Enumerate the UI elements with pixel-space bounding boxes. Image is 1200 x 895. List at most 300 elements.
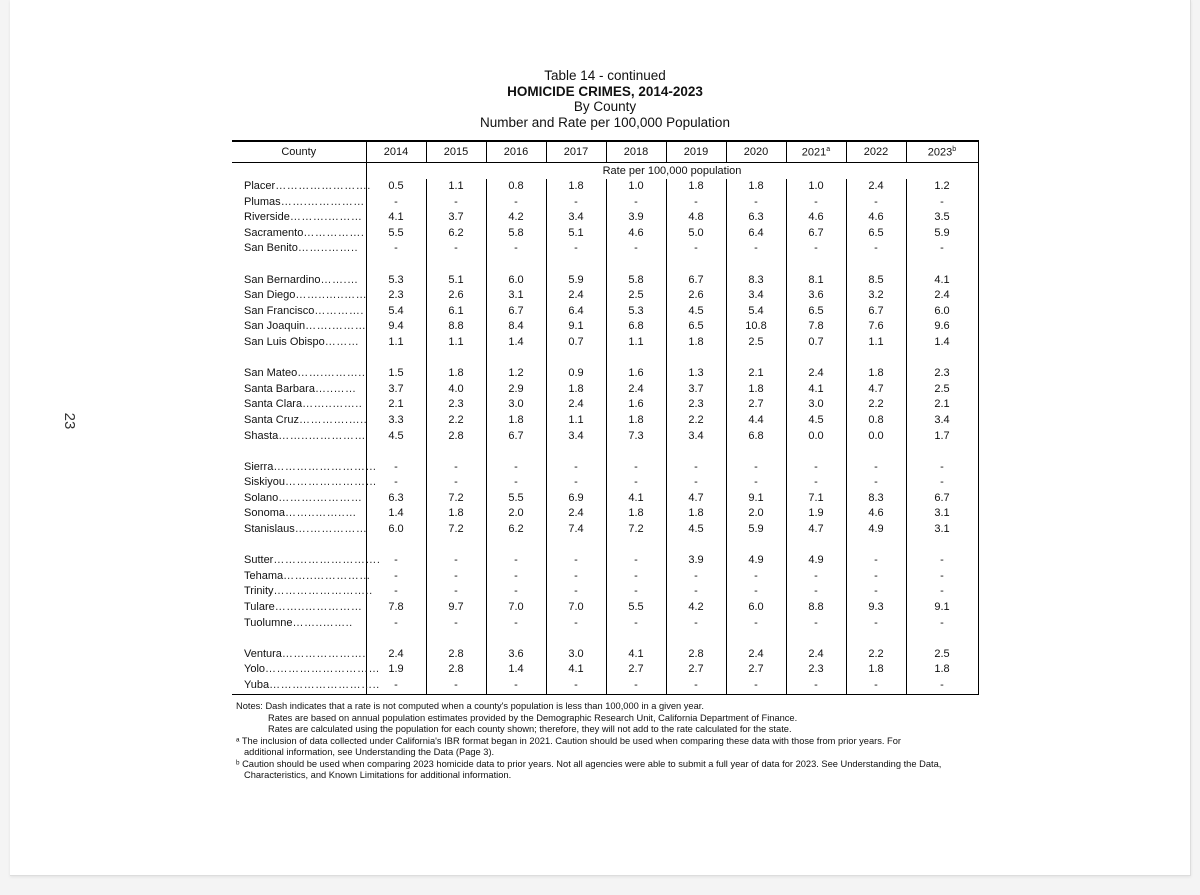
rate-cell: - [906,553,978,569]
rate-cell: 6.0 [486,273,546,289]
rate-cell: 6.7 [786,226,846,242]
rate-cell: 1.8 [426,506,486,522]
rate-cell: 5.4 [366,304,426,320]
county-name-cell [232,475,377,491]
county-name: Sonoma [244,507,285,520]
rate-cell: 7.2 [426,491,486,507]
county-name-cell [232,382,366,398]
rate-cell: 2.4 [906,288,978,304]
rate-cell: 1.8 [726,179,786,195]
spacer-cell [726,444,786,460]
rate-cell: 2.7 [606,662,666,678]
note-population-source: Rates are based on annual population estimates provided by the Demographic Research Unit, California Department of Finance. [268,712,798,723]
rate-cell: 8.5 [846,273,906,289]
rate-cell: 3.1 [906,522,978,538]
rate-cell: 2.3 [366,288,426,304]
spacer-cell [786,351,846,367]
rate-cell: 1.3 [666,366,726,382]
rate-cell: 3.6 [786,288,846,304]
county-name: Sierra [244,460,274,473]
year-label: 2015 [443,146,469,158]
rate-row-blank [232,163,366,180]
rate-cell: - [726,616,786,632]
rate-cell: - [486,475,546,491]
county-name-cell [232,491,366,507]
table-row [232,460,978,476]
rate-cell: 2.3 [906,366,978,382]
spacer-cell [906,631,978,647]
table-row [232,522,978,538]
spacer-cell [846,631,906,647]
rate-cell: 8.3 [846,491,906,507]
rate-cell: - [486,584,546,600]
spacer-cell [546,631,606,647]
county-name: Santa Barbara [244,382,315,395]
rate-cell: - [366,241,426,257]
county-name: Sutter [244,554,274,567]
county-name-cell [232,429,366,445]
rate-cell: 1.8 [426,366,486,382]
rate-cell: 2.8 [666,647,726,663]
rate-cell: 5.5 [366,226,426,242]
rate-cell: 4.2 [486,210,546,226]
year-label: 2018 [623,146,649,158]
year-header-2016 [486,141,546,163]
rate-cell: 2.8 [426,647,486,663]
table-title: HOMICIDE CRIMES, 2014-2023 [507,83,703,99]
county-column-header: County [232,141,366,163]
table-row [232,179,978,195]
rate-cell: - [486,241,546,257]
rate-cell: 1.7 [906,429,978,445]
county-name-cell [232,195,366,211]
county-name: San Francisco [244,304,315,317]
rate-cell: 4.5 [366,429,426,445]
spacer-cell [426,444,486,460]
rate-cell: 4.7 [666,491,726,507]
leader-dots: ……….……… [289,211,363,224]
rate-cell: 4.1 [786,382,846,398]
rate-cell: - [606,553,666,569]
leader-dots: ……….………… [278,491,363,504]
county-name-cell [232,600,366,616]
rate-cell: 7.1 [786,491,846,507]
rate-cell: 1.0 [606,179,666,195]
rate-cell: 6.1 [426,304,486,320]
rate-cell: - [666,569,726,585]
year-label: 2017 [563,146,589,158]
rate-cell: 1.8 [606,413,666,429]
footnote-b: ᵇ Caution should be used when comparing 2023 homicide data to prior years. Not all agencies were able to submit a full year of data for 2023. See Understanding the Data, [236,758,942,769]
rate-cell: 2.0 [486,506,546,522]
notes-section [236,701,996,782]
table-row [232,678,978,694]
year-header-2015 [426,141,486,163]
footnote-b-cont: Characteristics, and Known Limitations for additional information. [244,770,512,780]
rate-cell: 2.7 [726,397,786,413]
spacer-cell [906,351,978,367]
county-name-cell [232,226,366,242]
rate-cell: 2.2 [846,397,906,413]
county-name-cell [232,241,366,257]
table-row [232,210,978,226]
county-name: Plumas [244,195,281,208]
rate-cell: 8.8 [426,319,486,335]
county-name-cell [232,319,366,335]
rate-cell: - [726,460,786,476]
rate-cell: 9.3 [846,600,906,616]
rate-cell: 9.1 [906,600,978,616]
page-number: 23 [61,412,78,430]
rate-cell: 4.1 [906,273,978,289]
rate-cell: - [366,475,426,491]
leader-dots: …………………… [284,476,377,489]
rate-cell: 9.1 [546,319,606,335]
leader-dots: ……………………. [275,180,371,192]
rate-cell: 8.8 [786,600,846,616]
rate-cell: 2.1 [906,397,978,413]
rate-cell: 2.1 [726,366,786,382]
rate-cell: 1.8 [846,662,906,678]
leader-dots: ………………………. [273,554,381,567]
rate-cell: 6.7 [486,304,546,320]
rate-cell: 1.0 [786,179,846,195]
rate-cell: 2.4 [366,647,426,663]
rate-cell: 8.1 [786,273,846,289]
rate-cell: - [546,584,606,600]
rate-cell: 5.9 [546,273,606,289]
rate-cell: - [906,678,978,694]
rate-cell: 7.8 [786,319,846,335]
rate-cell: 4.9 [786,553,846,569]
spacer-cell [666,538,726,554]
rate-cell: 5.8 [606,273,666,289]
rate-cell: 7.6 [846,319,906,335]
rate-cell: - [726,678,786,694]
rate-cell: - [486,569,546,585]
rate-cell: 0.0 [786,429,846,445]
spacer-cell [366,631,426,647]
homicide-rate-table [232,140,979,695]
rate-cell: 2.1 [366,397,426,413]
rate-cell: 5.8 [486,226,546,242]
county-name-cell [232,553,381,569]
spacer-cell [546,351,606,367]
rate-cell: - [426,475,486,491]
rate-cell: 6.4 [726,226,786,242]
rate-cell: 6.5 [666,319,726,335]
rate-cell: - [546,475,606,491]
rate-cell: 1.1 [606,335,666,351]
rate-cell: 6.3 [366,491,426,507]
rate-cell: 1.4 [906,335,978,351]
year-label: 2023 [927,146,953,159]
group-spacer-row [232,631,978,647]
county-name-cell [232,662,381,678]
spacer-cell [546,257,606,273]
rate-cell: - [786,678,846,694]
rate-cell: 2.4 [606,382,666,398]
year-label: 2019 [683,146,709,158]
county-name: Santa Clara [244,398,303,411]
rate-cell: - [426,569,486,585]
rate-cell: - [366,195,426,211]
rate-cell: 4.6 [786,210,846,226]
year-header-2022 [846,141,906,163]
rate-cell: 4.5 [666,304,726,320]
rate-cell: 9.1 [726,491,786,507]
rate-cell: 1.4 [486,662,546,678]
leader-dots: …..…… [314,382,357,395]
spacer-cell [486,538,546,554]
rate-cell: - [486,553,546,569]
group-spacer-row [232,538,978,554]
spacer-cell [786,257,846,273]
table-row [232,569,978,585]
table-row [232,413,978,429]
leader-dots: ……………………….. [269,679,380,691]
rate-cell: - [726,475,786,491]
rate-cell: 6.8 [606,319,666,335]
rate-cell: 4.7 [786,522,846,538]
rate-cell: 5.5 [486,491,546,507]
rate-cell: - [846,475,906,491]
rate-cell: 2.4 [546,397,606,413]
rate-cell: - [666,678,726,694]
county-name-cell [232,569,371,585]
rate-cell: 5.1 [426,273,486,289]
leader-dots: ……… [324,335,360,348]
rate-cell: 2.2 [846,647,906,663]
rate-cell: - [666,241,726,257]
rate-cell: 2.6 [666,288,726,304]
rate-cell: 5.9 [726,522,786,538]
county-name-cell [232,288,366,304]
rate-cell: 6.2 [426,226,486,242]
table-body [232,163,978,695]
rate-cell: - [366,569,426,585]
rate-cell: 0.5 [366,179,426,195]
spacer-cell [426,257,486,273]
county-name-cell [232,522,366,538]
county-name-cell [232,506,366,522]
table-row [232,226,978,242]
rate-cell: 2.6 [426,288,486,304]
rate-cell: - [486,195,546,211]
spacer-cell [486,444,546,460]
leader-dots: ……..…….. [297,242,359,255]
year-label: 2014 [383,146,409,158]
footnote-marker: b [952,145,957,153]
rate-cell: - [846,553,906,569]
rate-cell: - [726,195,786,211]
rate-cell: 7.4 [546,522,606,538]
rate-cell: - [846,569,906,585]
rate-cell: - [906,616,978,632]
spacer-cell [232,351,366,367]
spacer-cell [906,257,978,273]
spacer-cell [366,444,426,460]
spacer-cell [846,351,906,367]
rate-cell: - [606,460,666,476]
rate-cell: 3.4 [906,413,978,429]
rate-cell: 3.1 [486,288,546,304]
county-name-cell [232,366,366,382]
table-title-continued: Table 14 - continued [544,68,666,83]
rate-cell: 0.8 [846,413,906,429]
spacer-cell [726,257,786,273]
county-name: Riverside [244,211,290,224]
rate-cell: 2.4 [786,366,846,382]
rate-cell: 1.8 [726,382,786,398]
rate-cell: - [846,195,906,211]
rate-cell: 6.2 [486,522,546,538]
rate-cell: - [906,460,978,476]
rate-cell: 4.9 [846,522,906,538]
rate-cell: 3.6 [486,647,546,663]
rate-cell: 6.7 [666,273,726,289]
table-row [232,319,978,335]
rate-cell: 1.9 [786,506,846,522]
rate-cell: 4.5 [786,413,846,429]
leader-dots: …………………. [281,647,366,660]
rate-cell: 1.8 [666,335,726,351]
table-row [232,616,978,632]
county-name-cell [232,210,366,226]
spacer-cell [232,444,366,460]
leader-dots: ……..…………… [278,429,366,442]
rate-cell: 3.0 [546,647,606,663]
county-name-cell [232,335,366,351]
rate-cell: - [366,584,426,600]
spacer-cell [426,351,486,367]
spacer-cell [726,538,786,554]
year-header-2020 [726,141,786,163]
table-row [232,366,978,382]
spacer-cell [606,444,666,460]
rate-cell: 3.7 [366,382,426,398]
spacer-cell [666,257,726,273]
rate-cell: 0.8 [486,179,546,195]
county-name: Stanislaus [244,523,295,536]
rate-cell: 0.0 [846,429,906,445]
rate-cell: 3.9 [666,553,726,569]
county-name: San Luis Obispo [244,335,325,348]
rate-cell: 6.7 [906,491,978,507]
rate-cell: 10.8 [726,319,786,335]
leader-dots: ….…………… [294,523,368,536]
rate-cell: - [486,678,546,694]
rate-cell: 1.8 [546,179,606,195]
county-name: San Joaquin [244,320,306,333]
rate-cell: - [606,195,666,211]
county-name: Solano [244,491,279,504]
spacer-cell [366,351,426,367]
rate-cell: - [426,584,486,600]
rate-cell: - [666,460,726,476]
rate-cell: - [546,616,606,632]
rate-cell: 1.1 [426,335,486,351]
table-row [232,241,978,257]
county-name: Ventura [244,647,282,660]
rate-cell: - [426,195,486,211]
leader-dots: ……..……..… [284,507,357,520]
rate-cell: 2.4 [726,647,786,663]
leader-dots: ……………………… [273,460,377,473]
table-row [232,195,978,211]
group-spacer-row [232,444,978,460]
rate-cell: - [786,569,846,585]
leader-dots: …….…………… [280,195,365,208]
spacer-cell [786,631,846,647]
footnote-a: ᵃ The inclusion of data collected under California's IBR format began in 2021. Caution should be used when comparing these data with those from prior years. For [236,735,901,746]
spacer-cell [546,538,606,554]
rate-cell: - [906,241,978,257]
rate-cell: - [606,241,666,257]
spacer-cell [606,631,666,647]
rate-cell: 4.6 [606,226,666,242]
county-name-cell [232,273,366,289]
leader-dots: …….……….. [297,367,366,380]
leader-dots: ……………. [303,226,365,239]
rate-cell: 6.3 [726,210,786,226]
rate-cell: - [366,460,426,476]
leader-dots: ……..…….. [302,398,363,411]
rate-cell: 4.1 [546,662,606,678]
rate-cell: 2.3 [426,397,486,413]
rate-cell: 3.0 [486,397,546,413]
county-name-cell [232,616,366,632]
rate-cell: 2.7 [666,662,726,678]
rate-cell: 1.1 [546,413,606,429]
county-name-cell [232,413,366,429]
rate-cell: - [546,241,606,257]
rate-cell: - [666,195,726,211]
county-name-cell [232,584,373,600]
county-name: Yuba [244,679,270,691]
table-title-block [232,68,978,130]
rate-cell: 2.5 [726,335,786,351]
rate-cell: 0.7 [546,335,606,351]
spacer-cell [786,444,846,460]
table-row [232,475,978,491]
rate-cell: - [486,460,546,476]
table-row [232,600,978,616]
rate-cell: 2.2 [426,413,486,429]
rate-cell: 1.2 [486,366,546,382]
rate-cell: 8.4 [486,319,546,335]
rate-cell: 2.3 [786,662,846,678]
leader-dots: …….……… [305,320,367,333]
rate-cell: 1.8 [666,179,726,195]
rate-cell: 2.5 [906,382,978,398]
rate-cell: 1.8 [486,413,546,429]
rate-cell: 6.0 [726,600,786,616]
year-label: 2016 [503,146,529,158]
rate-cell: - [906,584,978,600]
rate-cell: 5.5 [606,600,666,616]
rate-cell: 2.4 [546,506,606,522]
rate-cell: - [846,460,906,476]
spacer-cell [726,351,786,367]
rate-cell: 1.1 [426,179,486,195]
rate-cell: 2.4 [786,647,846,663]
rate-cell: - [726,584,786,600]
rate-cell: - [786,195,846,211]
rate-cell: 2.4 [546,288,606,304]
rate-cell: 3.9 [606,210,666,226]
county-name-cell [232,678,380,694]
